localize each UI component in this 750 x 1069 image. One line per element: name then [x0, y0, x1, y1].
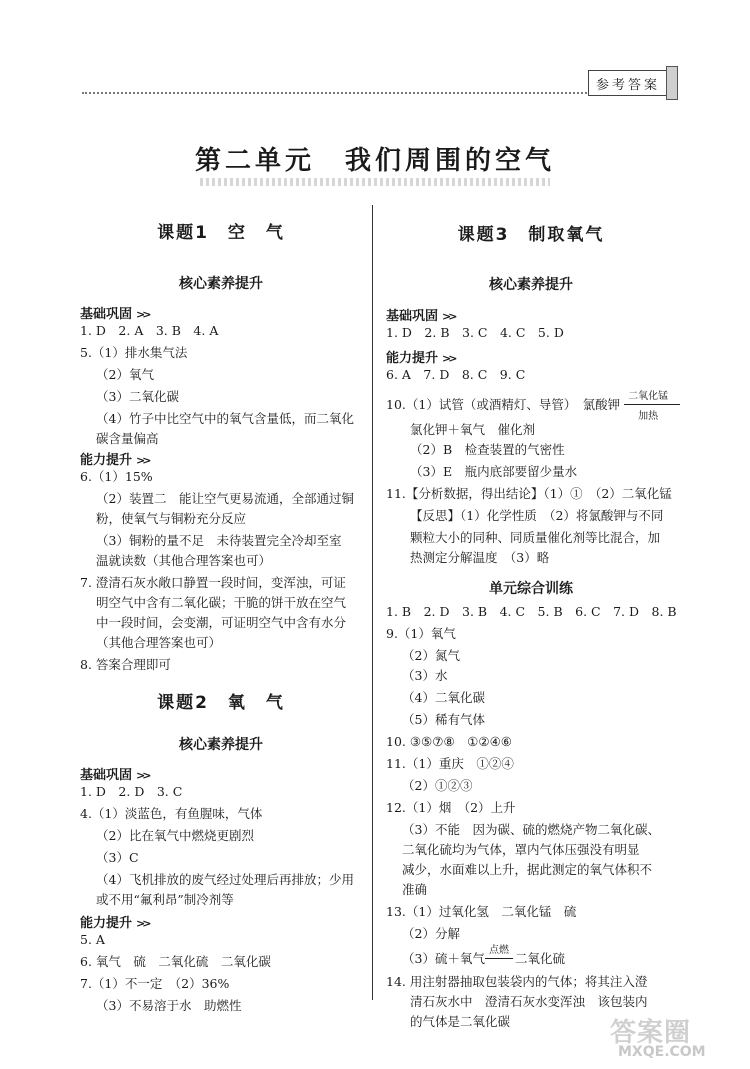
answer-line: 中一段时间，会变潮，可证明空气中含有水分: [96, 615, 347, 630]
answer-line: （3）水: [402, 668, 448, 683]
answer-line: （2）氧气: [96, 367, 154, 382]
lesson3-basic-label: 基础巩固 >>: [386, 309, 455, 324]
answer-line: 氯化钾＋氧气 催化剂: [410, 422, 536, 437]
reaction-arrow: 点燃: [485, 949, 515, 969]
answer-line: 1. D 2. A 3. B 4. A: [80, 323, 219, 338]
answer-line: （2）比在氧气中燃烧更剧烈: [96, 828, 254, 843]
answer-line: （其他合理答案也可）: [96, 635, 222, 650]
answer-key-badge: 参考答案: [588, 70, 667, 96]
unit-title-decoration: [200, 178, 550, 186]
answer-line: 13.（1）过氧化氢 二氧化锰 硫: [386, 904, 577, 919]
column-divider: [372, 205, 373, 1000]
answer-line: 二氧化硫均为气体，罩内气体压强没有明显: [402, 842, 640, 857]
lesson2-basic-label: 基础巩固 >>: [80, 768, 149, 783]
watermark-url: MXQE.COM: [618, 1044, 706, 1060]
header-dotted-rule: [82, 92, 667, 94]
chevron-right-icon: >>: [136, 454, 149, 467]
chevron-right-icon: >>: [136, 308, 149, 321]
chevron-right-icon: >>: [136, 917, 149, 930]
answer-line: （2）分解: [402, 926, 460, 941]
answer-line: 12.（1）烟 （2）上升: [386, 800, 516, 815]
answer-line-q10: 10.（1）试管（或酒精灯、导管） 氯酸钾 二氧化锰 加热: [386, 395, 676, 415]
answer-line: 11.【分析数据，得出结论】（1）① （2）二氧化锰: [386, 486, 672, 501]
answer-line: 的气体是二氧化碳: [410, 1014, 511, 1029]
answer-line: 9.（1）氧气: [386, 626, 456, 641]
answer-line: （5）稀有气体: [402, 712, 485, 727]
answer-line-q13-3: （3）硫＋氧气 点燃 二氧化硫: [386, 949, 676, 969]
lesson2-section-title: 核心素养提升: [179, 737, 263, 753]
answer-line: 6.（1）15%: [80, 469, 153, 484]
answer-line: 温就读数（其他合理答案也可）: [96, 553, 272, 568]
lesson1-basic-label: 基础巩固 >>: [80, 307, 149, 322]
answer-line: （3）不易溶于水 助燃性: [96, 998, 242, 1013]
answer-line: （3）E 瓶内底部要留少量水: [410, 464, 578, 479]
answer-line: 7. 澄清石灰水敞口静置一段时间，变浑浊，可证: [80, 575, 346, 590]
answer-line: 或不用“氟利昂”制冷剂等: [96, 892, 234, 907]
unit-title: 第二单元 我们周围的空气: [194, 146, 555, 176]
answer-line: 5.（1）排水集气法: [80, 345, 188, 360]
lesson1-ability-label: 能力提升 >>: [80, 453, 149, 468]
answer-line: 10. ③⑤⑦⑧ ①②④⑥: [386, 734, 513, 749]
answer-line: （3）二氧化碳: [96, 389, 179, 404]
answer-line: 热测定分解温度 （3）略: [410, 550, 550, 565]
answer-line: （2）B 检查装置的气密性: [410, 442, 565, 457]
lesson3-section-title: 核心素养提升: [489, 277, 573, 293]
answer-line: （2）①②③: [402, 778, 473, 793]
answer-line: 颗粒大小的同种、同质量催化剂等比混合，加: [410, 530, 661, 545]
badge-tab: [666, 66, 678, 100]
answer-line: （4）飞机排放的废气经过处理后再排放；少用: [96, 872, 354, 887]
reaction-arrow: 二氧化锰 加热: [624, 395, 684, 415]
answer-line: （3）C: [96, 850, 139, 865]
answer-line: 4.（1）淡蓝色，有鱼腥味，气体: [80, 806, 263, 821]
answer-line: 碳含量偏高: [96, 431, 159, 446]
answer-line: 准确: [402, 882, 428, 897]
answer-line: 粉，使氧气与铜粉充分反应: [96, 511, 247, 526]
answer-line: （4）竹子中比空气中的氧气含量低，而二氧化: [96, 411, 354, 426]
answer-line: （3）不能 因为碳、硫的燃烧产物二氧化碳、: [402, 822, 660, 837]
lesson3-title: 课题3 制取氧气: [457, 225, 605, 245]
unit-review-title: 单元综合训练: [489, 581, 573, 597]
lesson3-ability-label: 能力提升 >>: [386, 351, 455, 366]
answer-line: 明空气中含有二氧化碳；干脆的饼干放在空气: [96, 595, 347, 610]
answer-line: 11.（1）重庆 ①②④: [386, 756, 514, 771]
answer-line: 1. B 2. D 3. B 4. C 5. B 6. C 7. D 8. B: [386, 604, 677, 619]
answer-line: 6. 氧气 硫 二氧化硫 二氧化碳: [80, 954, 271, 969]
answer-line: （2）装置二 能让空气更易流通，全部通过铜: [96, 491, 354, 506]
lesson2-title: 课题2 氧 气: [157, 693, 285, 713]
lesson1-section-title: 核心素养提升: [179, 276, 263, 292]
answer-line: （2）氮气: [402, 648, 460, 663]
watermark-logo: 答案圈: [610, 1018, 692, 1048]
answer-line: 14. 用注射器抽取包装袋内的气体；将其注入澄: [386, 974, 648, 989]
answer-line: 1. D 2. B 3. C 4. C 5. D: [386, 325, 564, 340]
answer-line: 5. A: [80, 932, 105, 947]
answer-line: （3）铜粉的量不足 未待装置完全冷却至室: [96, 533, 342, 548]
chevron-right-icon: >>: [442, 352, 455, 365]
answer-line: 6. A 7. D 8. C 9. C: [386, 367, 526, 382]
answer-line: （4）二氧化碳: [402, 690, 485, 705]
chevron-right-icon: >>: [442, 310, 455, 323]
answer-line: 减少，水面难以上升，据此测定的氧气体积不: [402, 862, 653, 877]
answer-line: 1. D 2. D 3. C: [80, 784, 183, 799]
lesson1-title: 课题1 空 气: [157, 223, 285, 243]
answer-line: 7.（1）不一定 （2）36%: [80, 976, 230, 991]
answer-line: 8. 答案合理即可: [80, 657, 171, 672]
lesson2-ability-label: 能力提升 >>: [80, 916, 149, 931]
chevron-right-icon: >>: [136, 769, 149, 782]
answer-line: 清石灰水中 澄清石灰水变浑浊 该包装内: [410, 994, 648, 1009]
answer-line: 【反思】（1）化学性质 （2）将氯酸钾与不同: [410, 508, 664, 523]
